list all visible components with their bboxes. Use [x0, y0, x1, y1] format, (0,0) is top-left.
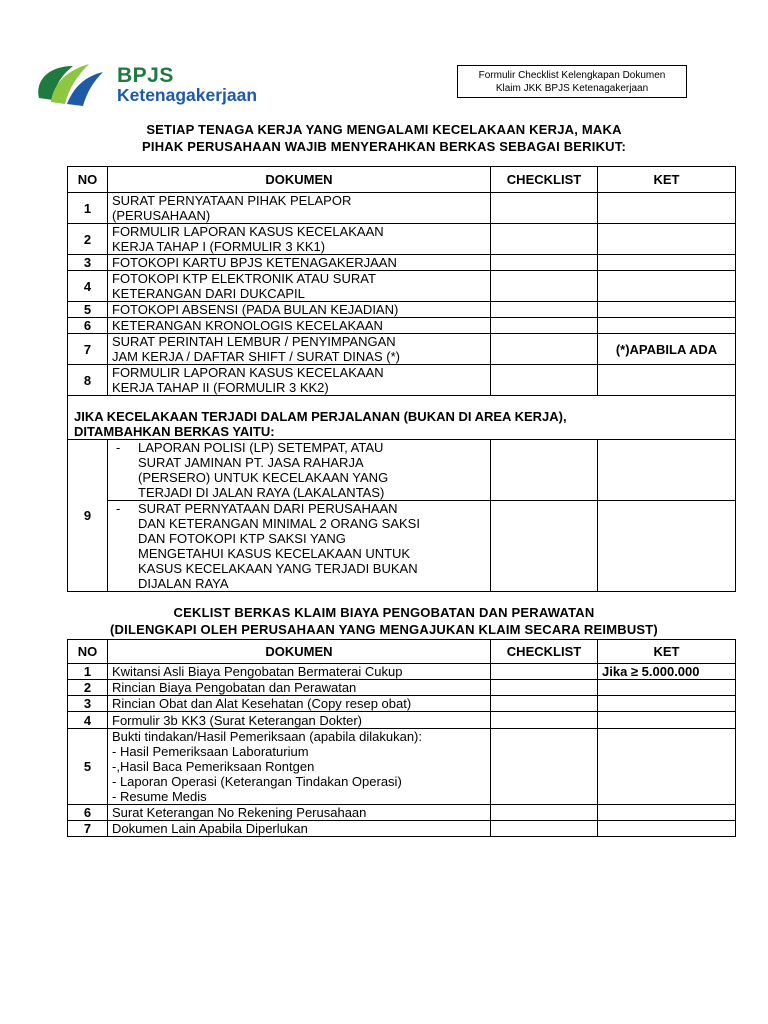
- table-row: [68, 224, 736, 255]
- document-cell: Rincian Biaya Pengobatan dan Perawatan: [108, 680, 491, 696]
- row-number: 1: [68, 664, 108, 680]
- row-number: 5: [68, 729, 108, 805]
- checklist-cell[interactable]: [491, 271, 598, 302]
- ket-cell: [598, 821, 736, 837]
- row-number: 8: [68, 365, 108, 396]
- checklist-cell[interactable]: [491, 302, 598, 318]
- row-number: 4: [68, 712, 108, 729]
- section-heading-1: [0, 121, 768, 155]
- ket-cell: [598, 729, 736, 805]
- document-cell: Surat Keterangan No Rekening Perusahaan: [108, 805, 491, 821]
- document-cell: - LAPORAN POLISI (LP) SETEMPAT, ATAU SURAT JAMINAN PT. JASA RAHARJA (PERSERO) UNTUK KECELAKAAN YANG TERJADI DI JALAN RAYA (LAKALANTAS): [108, 440, 491, 501]
- document-cell: Dokumen Lain Apabila Diperlukan: [108, 821, 491, 837]
- checklist-cell[interactable]: [491, 680, 598, 696]
- document-cell: Kwitansi Asli Biaya Pengobatan Bermaterai Cukup: [108, 664, 491, 680]
- table-row: [68, 334, 736, 365]
- section-heading-2: [0, 604, 768, 638]
- row-number: 9: [68, 440, 108, 592]
- bpjs-logo: [33, 58, 283, 110]
- table-row: [68, 318, 736, 334]
- row-number: 7: [68, 821, 108, 837]
- ket-cell: [598, 365, 736, 396]
- table-row: [68, 501, 736, 592]
- header-no: NO: [68, 640, 108, 664]
- ket-cell: (*)APABILA ADA: [598, 334, 736, 365]
- reimbursement-checklist-table: [67, 639, 736, 837]
- table-row: [68, 302, 736, 318]
- table-row: [68, 271, 736, 302]
- table-row: [68, 664, 736, 680]
- document-cell: Bukti tindakan/Hasil Pemeriksaan (apabila dilakukan): - Hasil Pemeriksaan Laboraturium -,Hasil Baca Pemeriksaan Rontgen - Laporan Operasi (Keterangan Tindakan Operasi) - Resume Medis: [108, 729, 491, 805]
- row-number: 7: [68, 334, 108, 365]
- checklist-cell[interactable]: [491, 696, 598, 712]
- ket-cell: [598, 255, 736, 271]
- checklist-cell[interactable]: [491, 318, 598, 334]
- header-ket: KET: [598, 167, 736, 193]
- heading-1-line2: PIHAK PERUSAHAAN WAJIB MENYERAHKAN BERKAS SEBAGAI BERIKUT:: [142, 139, 626, 154]
- table-row: [68, 821, 736, 837]
- document-cell: FORMULIR LAPORAN KASUS KECELAKAAN KERJA TAHAP II (FORMULIR 3 KK2): [108, 365, 491, 396]
- ket-cell: [598, 224, 736, 255]
- checklist-cell[interactable]: [491, 729, 598, 805]
- checklist-cell[interactable]: [491, 821, 598, 837]
- document-cell: Rincian Obat dan Alat Kesehatan (Copy resep obat): [108, 696, 491, 712]
- document-cell: FORMULIR LAPORAN KASUS KECELAKAAN KERJA TAHAP I (FORMULIR 3 KK1): [108, 224, 491, 255]
- row-number: 4: [68, 271, 108, 302]
- travel-accident-note-row: [68, 396, 736, 440]
- checklist-cell[interactable]: [491, 193, 598, 224]
- header-checklist: CHECKLIST: [491, 640, 598, 664]
- ket-cell: [598, 805, 736, 821]
- logo-sub-text: Ketenagakerjaan: [117, 85, 258, 105]
- table-row: [68, 805, 736, 821]
- table-row: [68, 440, 736, 501]
- leaf-logo-icon: [33, 58, 113, 110]
- document-cell: Formulir 3b KK3 (Surat Keterangan Dokter): [108, 712, 491, 729]
- checklist-cell[interactable]: [491, 805, 598, 821]
- heading-1-line1: SETIAP TENAGA KERJA YANG MENGALAMI KECELAKAAN KERJA, MAKA: [146, 122, 622, 137]
- document-cell: KETERANGAN KRONOLOGIS KECELAKAAN: [108, 318, 491, 334]
- ket-cell: [598, 680, 736, 696]
- header-dokumen: DOKUMEN: [108, 167, 491, 193]
- form-title-box: [457, 65, 687, 98]
- row-number: 3: [68, 696, 108, 712]
- document-cell: FOTOKOPI KTP ELEKTRONIK ATAU SURAT KETERANGAN DARI DUKCAPIL: [108, 271, 491, 302]
- row-number: 2: [68, 224, 108, 255]
- row-number: 1: [68, 193, 108, 224]
- table-row: [68, 680, 736, 696]
- row-number: 6: [68, 318, 108, 334]
- document-cell: SURAT PERINTAH LEMBUR / PENYIMPANGAN JAM KERJA / DAFTAR SHIFT / SURAT DINAS (*): [108, 334, 491, 365]
- ket-cell: [598, 302, 736, 318]
- form-title-line1: Formulir Checklist Kelengkapan Dokumen: [478, 70, 666, 81]
- checklist-cell[interactable]: [491, 224, 598, 255]
- heading-2-line2: (DILENGKAPI OLEH PERUSAHAAN YANG MENGAJUKAN KLAIM SECARA REIMBUST): [110, 622, 658, 637]
- ket-cell: [598, 501, 736, 592]
- document-cell: SURAT PERNYATAAN PIHAK PELAPOR (PERUSAHAAN): [108, 193, 491, 224]
- table-row: [68, 365, 736, 396]
- ket-cell: [598, 271, 736, 302]
- document-cell: - SURAT PERNYATAAN DARI PERUSAHAAN DAN KETERANGAN MINIMAL 2 ORANG SAKSI DAN FOTOKOPI KTP SAKSI YANG MENGETAHUI KASUS KECELAKAAN UNTUK KASUS KECELAKAAN YANG TERJADI BUKAN DIJALAN RAYA: [108, 501, 491, 592]
- row-number: 5: [68, 302, 108, 318]
- row-number: 6: [68, 805, 108, 821]
- checklist-cell[interactable]: [491, 664, 598, 680]
- checklist-cell[interactable]: [491, 712, 598, 729]
- checklist-cell[interactable]: [491, 334, 598, 365]
- checklist-cell[interactable]: [491, 501, 598, 592]
- checklist-cell[interactable]: [491, 255, 598, 271]
- checklist-cell[interactable]: [491, 440, 598, 501]
- table-row: [68, 696, 736, 712]
- header-ket: KET: [598, 640, 736, 664]
- ket-cell: [598, 193, 736, 224]
- header-dokumen: DOKUMEN: [108, 640, 491, 664]
- ket-cell: [598, 712, 736, 729]
- form-title-line2: Klaim JKK BPJS Ketenagakerjaan: [495, 83, 649, 94]
- table-row: [68, 255, 736, 271]
- table-header-row: [68, 167, 736, 193]
- heading-2-line1: CEKLIST BERKAS KLAIM BIAYA PENGOBATAN DAN PERAWATAN: [173, 605, 595, 620]
- travel-accident-note: JIKA KECELAKAAN TERJADI DALAM PERJALANAN (BUKAN DI AREA KERJA), DITAMBAHKAN BERKAS YAITU:: [68, 396, 736, 440]
- table-row: [68, 729, 736, 805]
- checklist-cell[interactable]: [491, 365, 598, 396]
- logo-brand-text: BPJS: [117, 64, 174, 87]
- table-row: [68, 193, 736, 224]
- document-cell: FOTOKOPI KARTU BPJS KETENAGAKERJAAN: [108, 255, 491, 271]
- ket-cell: [598, 318, 736, 334]
- header-no: NO: [68, 167, 108, 193]
- ket-cell: [598, 696, 736, 712]
- table-row: [68, 712, 736, 729]
- header-checklist: CHECKLIST: [491, 167, 598, 193]
- row-number: 3: [68, 255, 108, 271]
- table-header-row: [68, 640, 736, 664]
- row-number: 2: [68, 680, 108, 696]
- ket-cell: [598, 440, 736, 501]
- document-checklist-table: [67, 166, 736, 592]
- document-cell: FOTOKOPI ABSENSI (PADA BULAN KEJADIAN): [108, 302, 491, 318]
- ket-cell: Jika ≥ 5.000.000: [598, 664, 736, 680]
